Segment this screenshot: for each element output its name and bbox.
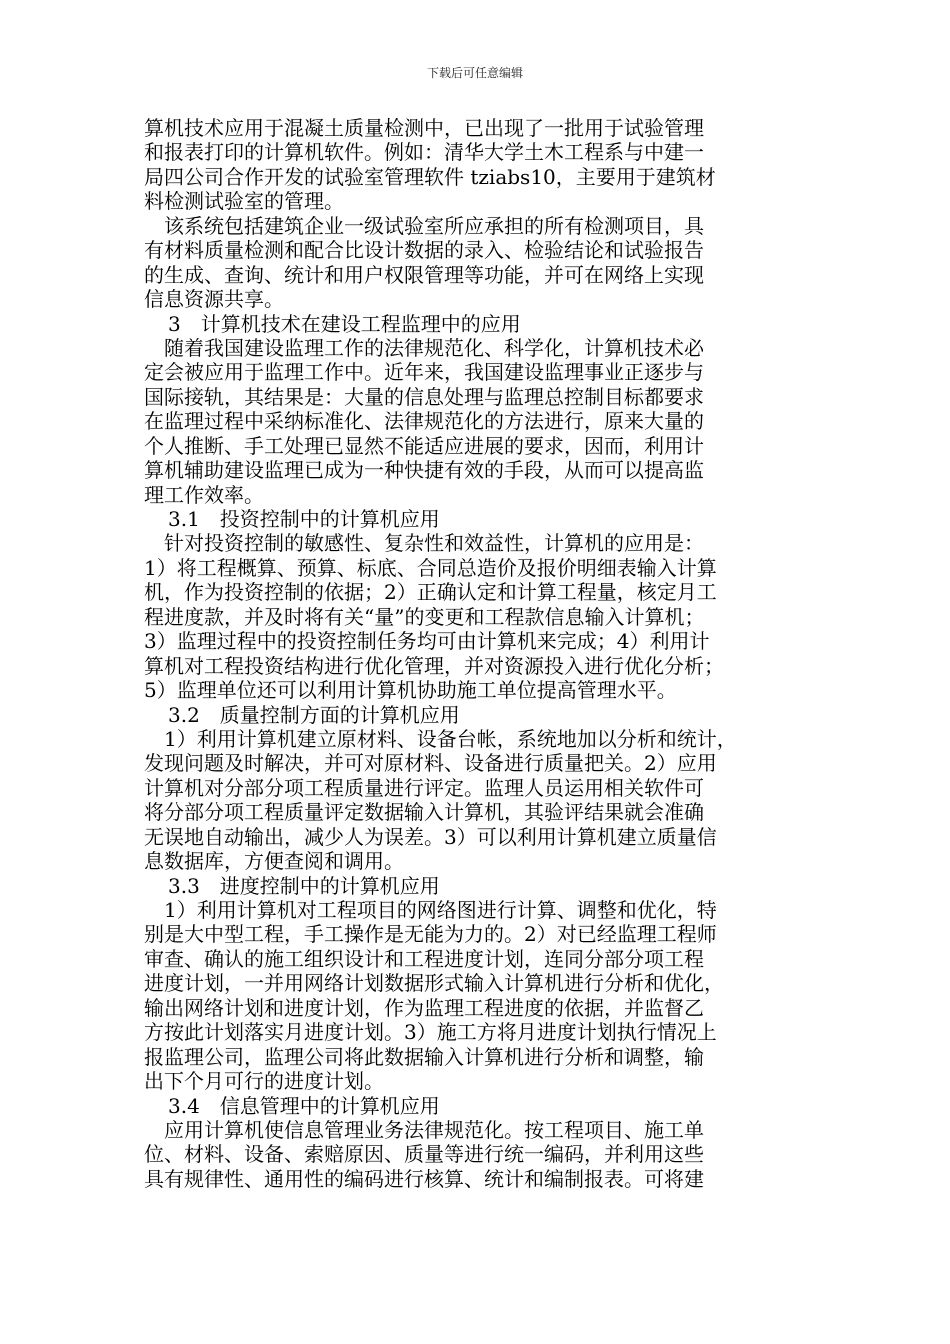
- section-heading: 3.4 信息管理中的计算机应用: [168, 1093, 440, 1118]
- text-line: 报监理公司，监理公司将此数据输入计算机进行分析和调整，输: [144, 1044, 704, 1069]
- text-line: 位、材料、设备、索赔原因、质量等进行统一编码，并利用这些: [144, 1142, 704, 1167]
- text-line: 国际接轨，其结果是：大量的信息处理与监理总控制目标都要求: [144, 384, 704, 409]
- section-heading: 3.1 投资控制中的计算机应用: [168, 507, 440, 531]
- text-line: 机，作为投资控制的依据；2）正确认定和计算工程量，核定月工: [144, 580, 717, 605]
- text-line: 有材料质量检测和配合比设计数据的录入、检验结论和试验报告: [144, 238, 704, 263]
- paragraph-first-line: 该系统包括建筑企业一级试验室所应承担的所有检测项目，具: [164, 213, 704, 238]
- text-line: 无误地自动输出，减少人为误差。3）可以利用计算机建立质量信: [144, 824, 717, 849]
- text-line: 出下个月可行的进度计划。: [144, 1069, 384, 1094]
- paragraph-first-line: 1）利用计算机对工程项目的网络图进行计算、调整和优化，特: [164, 898, 717, 922]
- text-line: 别是大中型工程，手工操作是无能为力的。2）对已经监理工程师: [144, 922, 717, 947]
- page-header: 下载后可任意编辑: [426, 66, 523, 80]
- text-line: 信息资源共享。: [144, 287, 284, 312]
- section-heading: 3.2 质量控制方面的计算机应用: [168, 702, 460, 727]
- paragraph-first-line: 1）利用计算机建立原材料、设备台帐，系统地加以分析和统计，: [164, 726, 737, 751]
- section-heading: 3 计算机技术在建设工程监理中的应用: [168, 311, 521, 336]
- text-line: 个人推断、手工处理已显然不能适应进展的要求，因而，利用计: [144, 433, 704, 458]
- document-body: [144, 116, 794, 1191]
- text-line: 料检测试验室的管理。: [144, 189, 344, 214]
- text-line: 在监理过程中采纳标准化、法律规范化的方法进行，原来大量的: [144, 409, 704, 434]
- paragraph-first-line: 应用计算机使信息管理业务法律规范化。按工程项目、施工单: [164, 1117, 704, 1142]
- text-line: 息数据库，方便查阅和调用。: [144, 849, 404, 874]
- text-line: 理工作效率。: [144, 482, 264, 507]
- text-line: 将分部分项工程质量评定数据输入计算机，其验评结果就会准确: [144, 800, 704, 825]
- text-line: 5）监理单位还可以利用计算机协助施工单位提高管理水平。: [144, 678, 677, 703]
- text-line: 算机技术应用于混凝土质量检测中，已出现了一批用于试验管理: [144, 116, 704, 140]
- text-line: 和报表打印的计算机软件。例如：清华大学土木工程系与中建一: [144, 140, 704, 165]
- paragraph-first-line: 针对投资控制的敏感性、复杂性和效益性，计算机的应用是：: [164, 531, 704, 556]
- text-line: 审查、确认的施工组织设计和工程进度计划，连同分部分项工程: [144, 946, 704, 971]
- text-line: 算机辅助建设监理已成为一种快捷有效的手段，从而可以提高监: [144, 458, 704, 483]
- text-line: 输出网络计划和进度计划，作为监理工程进度的依据，并监督乙: [144, 995, 704, 1020]
- text-line: 定会被应用于监理工作中。近年来，我国建设监理事业正逐步与: [144, 360, 704, 385]
- section-heading: 3.3 进度控制中的计算机应用: [168, 873, 440, 898]
- paragraph-first-line: 随着我国建设监理工作的法律规范化、科学化，计算机技术必: [164, 335, 704, 360]
- text-line: 1）将工程概算、预算、标底、合同总造价及报价明细表输入计算: [144, 555, 717, 580]
- text-line: 方按此计划落实月进度计划。3）施工方将月进度计划执行情况上: [144, 1020, 717, 1045]
- text-line: 算机对工程投资结构进行优化管理，并对资源投入进行优化分析；: [144, 653, 724, 678]
- text-line: 局四公司合作开发的试验室管理软件 tziabs10，主要用于建筑材: [144, 164, 716, 189]
- text-line: 程进度款，并及时将有关“量”的变更和工程款信息输入计算机；: [144, 604, 705, 629]
- text-line: 的生成、查询、统计和用户权限管理等功能，并可在网络上实现: [144, 262, 704, 287]
- text-line: 计算机对分部分项工程质量进行评定。监理人员运用相关软件可: [144, 775, 704, 800]
- text-line: 3）监理过程中的投资控制任务均可由计算机来完成；4）利用计: [144, 629, 710, 654]
- text-line: 进度计划，一并用网络计划数据形式输入计算机进行分析和优化，: [144, 971, 724, 996]
- text-line: 具有规律性、通用性的编码进行核算、统计和编制报表。可将建: [144, 1166, 704, 1191]
- text-line: 发现问题及时解决，并可对原材料、设备进行质量把关。2）应用: [144, 751, 717, 776]
